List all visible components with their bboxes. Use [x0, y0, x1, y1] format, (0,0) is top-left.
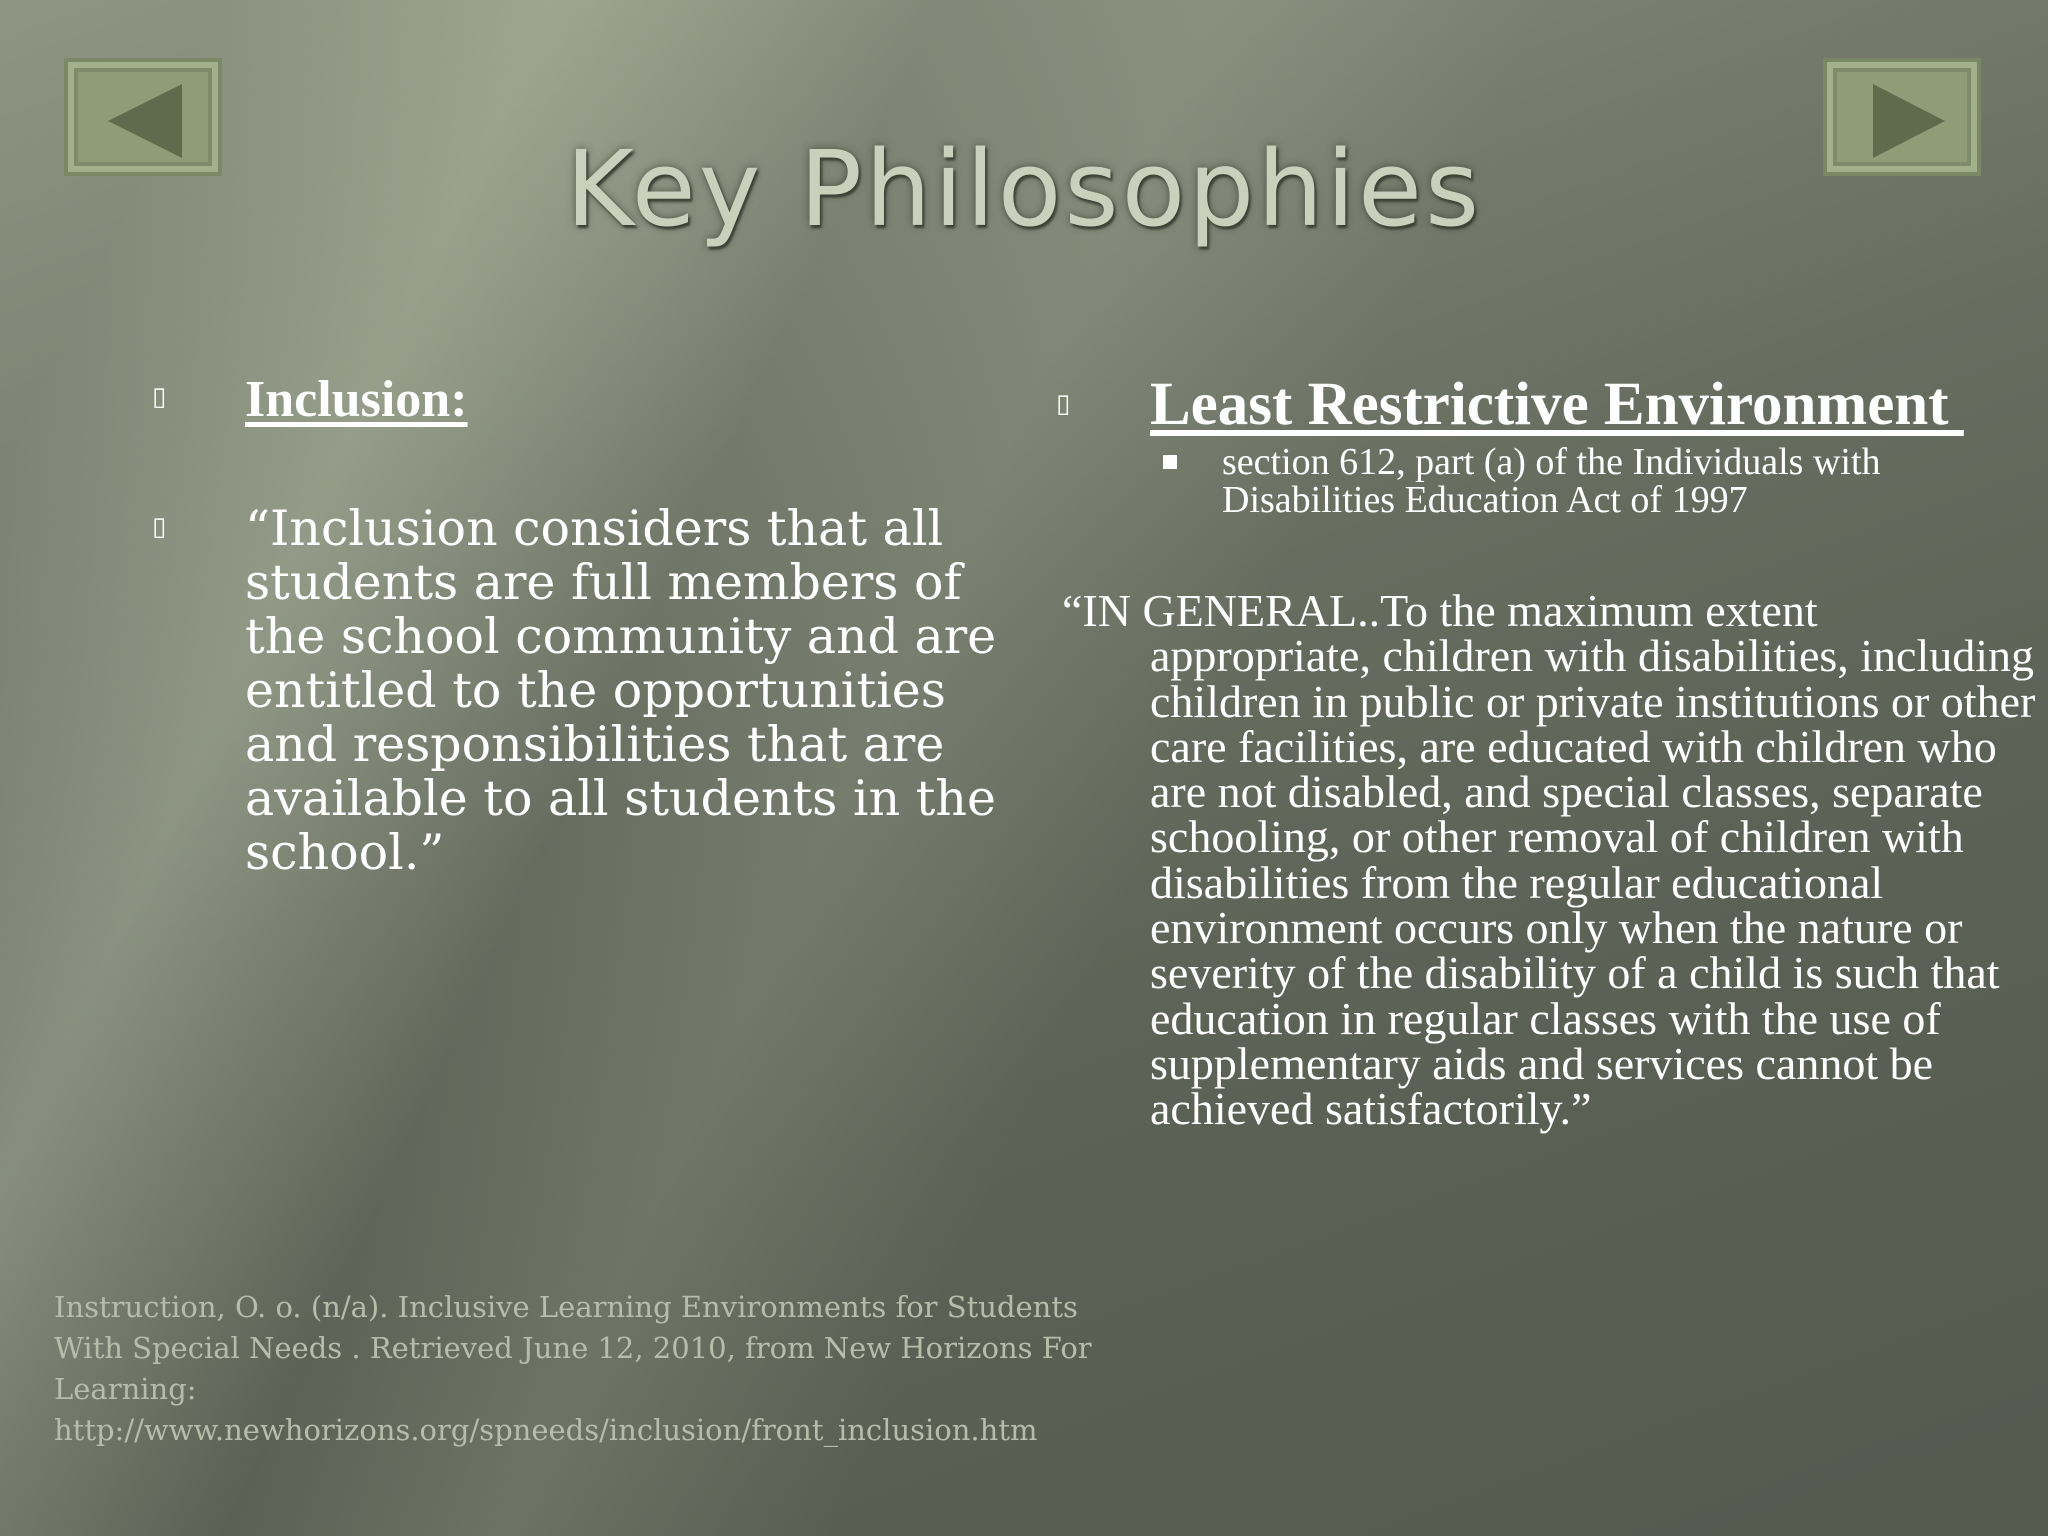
- bullet-placeholder-icon: ▯: [1056, 389, 1071, 419]
- slide-title: Key Philosophies: [565, 128, 1483, 250]
- inclusion-heading: Inclusion:: [245, 371, 468, 428]
- lre-heading: Least Restrictive Environment: [1150, 371, 1964, 438]
- bullet-placeholder-icon: ▯: [152, 512, 167, 542]
- citation-reference: Instruction, O. o. (n/a). Inclusive Learning Environments for Students With Special Needs . Retrieved June 12, 2010, from New Horizons For Learning: http://www.newhorizons.org/spneeds/inclusion/front_inclusion.htm: [54, 1290, 1092, 1447]
- square-bullet-icon: [1163, 455, 1177, 469]
- idea-section-reference: section 612, part (a) of the Individuals with Disabilities Education Act of 1997: [1222, 441, 1881, 521]
- inclusion-quote: “Inclusion considers that all students are full members of the school community and are entitled to the opportunities and responsibilities that are available to all students in the school.”: [245, 500, 997, 881]
- bullet-placeholder-icon: ▯: [152, 382, 167, 412]
- lre-quote: “IN GENERAL..To the maximum extent appropriate, children with disabilities, including children in public or private institutions or other care facilities, are educated with children who are not disabled, and special classes, separate schooling, or other removal of children with disabilities from the regular educational environment occurs only when the nature or severity of the disability of a child is such that education in regular classes with the use of supplementary aids and services cannot be achieved satisfactorily.”: [1062, 585, 2036, 1135]
